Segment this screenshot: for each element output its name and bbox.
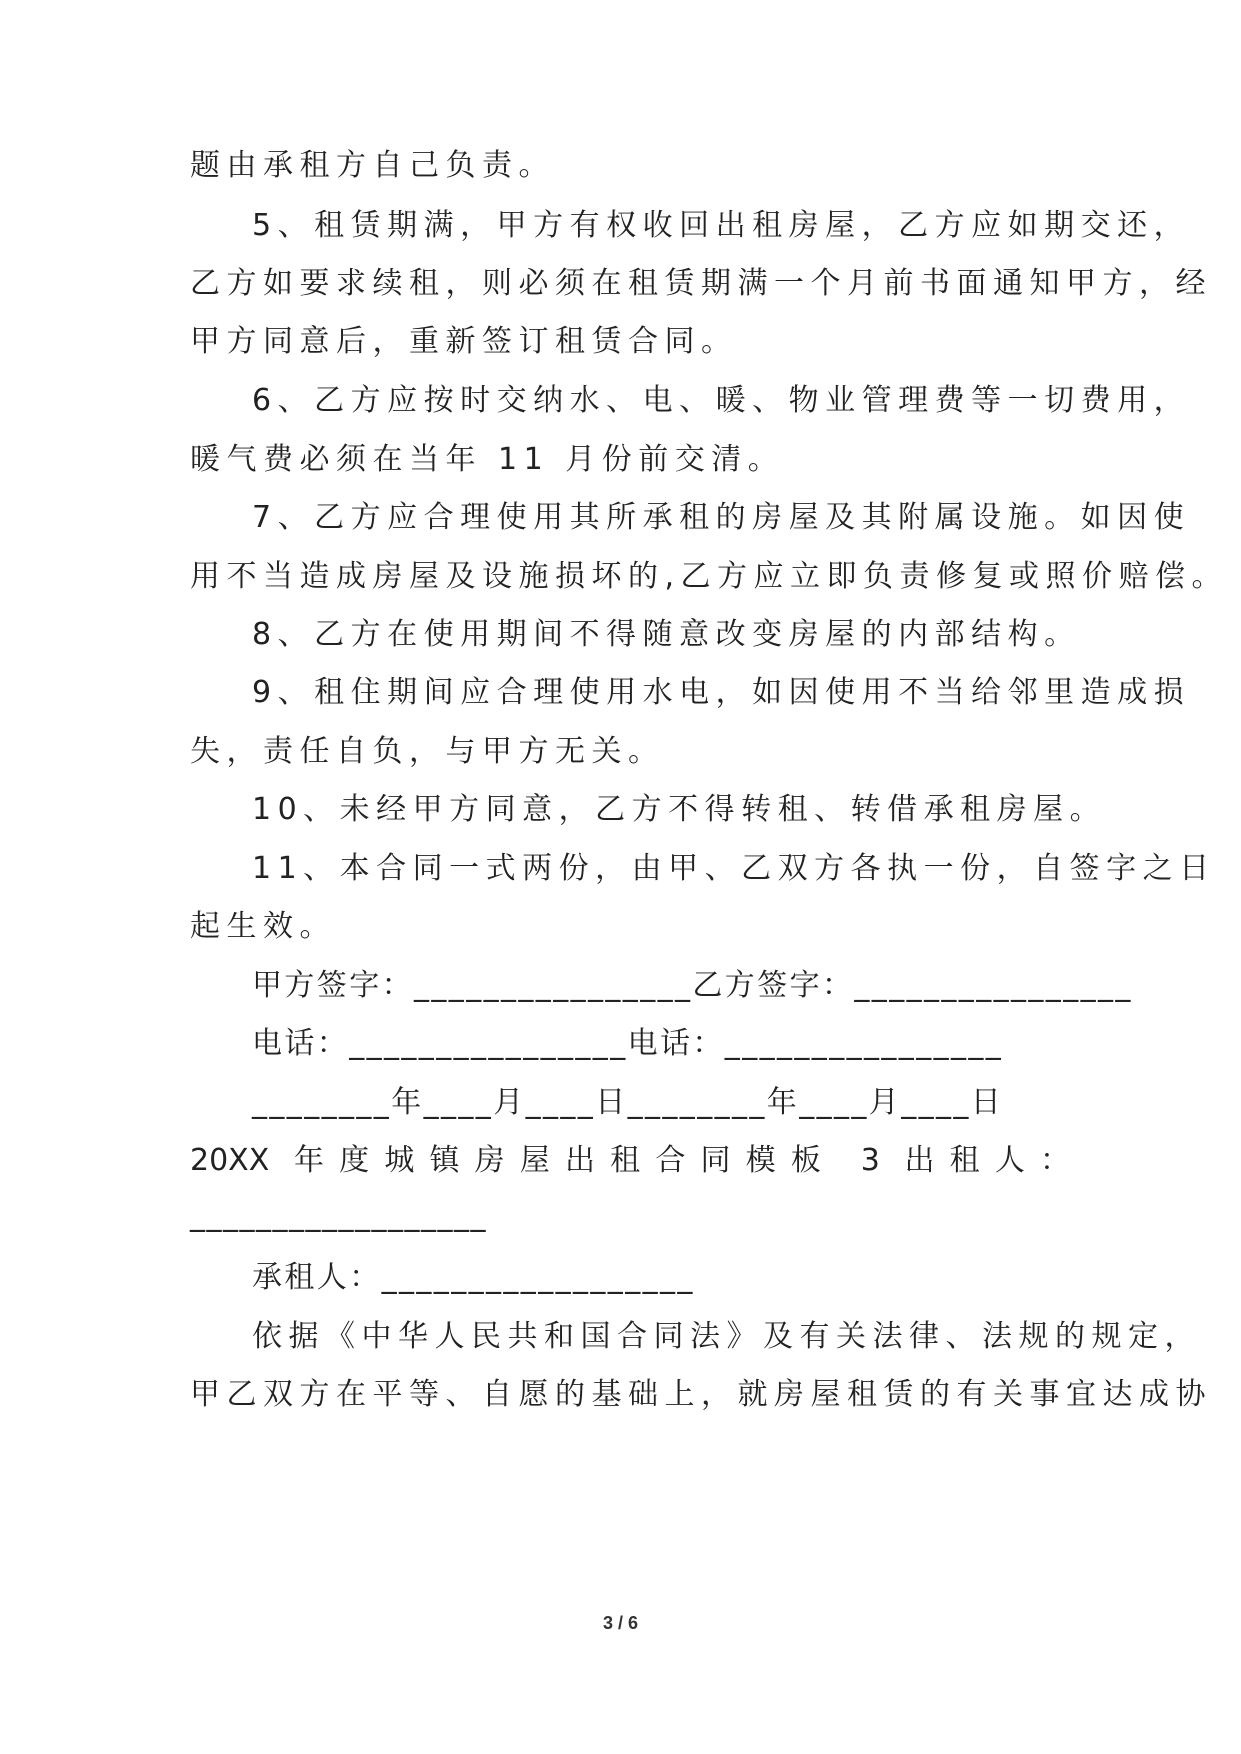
clause-7: 7、乙方应合理使用其所承租的房屋及其附属设施。如因使 (252, 500, 1191, 535)
text-line: 失，责任自负，与甲方无关。 (190, 734, 665, 769)
lessee-line: 承租人：__________________ (252, 1260, 695, 1295)
text-line: 用不当造成房屋及设施损坏的,乙方应立即负责修复或照价赔偿。 (190, 559, 1229, 594)
clause-5: 5、租赁期满，甲方有权收回出租房屋，乙方应如期交还， (252, 208, 1191, 243)
date-line: ________年____月____日________年____月____日 (252, 1085, 1004, 1120)
signature-line: 甲方签字：________________乙方签字：________________ (252, 968, 1133, 1003)
clause-6: 6、乙方应按时交纳水、电、暖、物业管理费等一切费用， (252, 383, 1191, 418)
clause-8: 8、乙方在使用期间不得随意改变房屋的内部结构。 (252, 617, 1081, 652)
lessor-blank: __________________ (190, 1198, 487, 1233)
page-number: 3 / 6 (602, 1613, 639, 1633)
text-line: 甲乙双方在平等、自愿的基础上，就房屋租赁的有关事宜达成协 (190, 1377, 1212, 1412)
contract-title-line: 20XX 年度城镇房屋出租合同模板 3 出租人： (190, 1143, 1070, 1178)
clause-11: 11、本合同一式两份，由甲、乙双方各执一份，自签字之日 (252, 851, 1216, 886)
text-line: 题由承租方自己负责。 (190, 148, 555, 183)
text-line: 甲方同意后，重新签订租赁合同。 (190, 324, 738, 359)
clause-9: 9、租住期间应合理使用水电，如因使用不当给邻里造成损 (252, 675, 1191, 710)
text-line: 起生效。 (190, 909, 336, 944)
phone-line: 电话：________________电话：________________ (252, 1026, 1004, 1061)
text-line: 暖气费必须在当年 11 月份前交清。 (190, 442, 785, 477)
text-line: 乙方如要求续租，则必须在租赁期满一个月前书面通知甲方，经 (190, 266, 1212, 301)
clause-10: 10、未经甲方同意，乙方不得转租、转借承租房屋。 (252, 792, 1107, 827)
preamble-line: 依据《中华人民共和国合同法》及有关法律、法规的规定， (252, 1319, 1201, 1354)
